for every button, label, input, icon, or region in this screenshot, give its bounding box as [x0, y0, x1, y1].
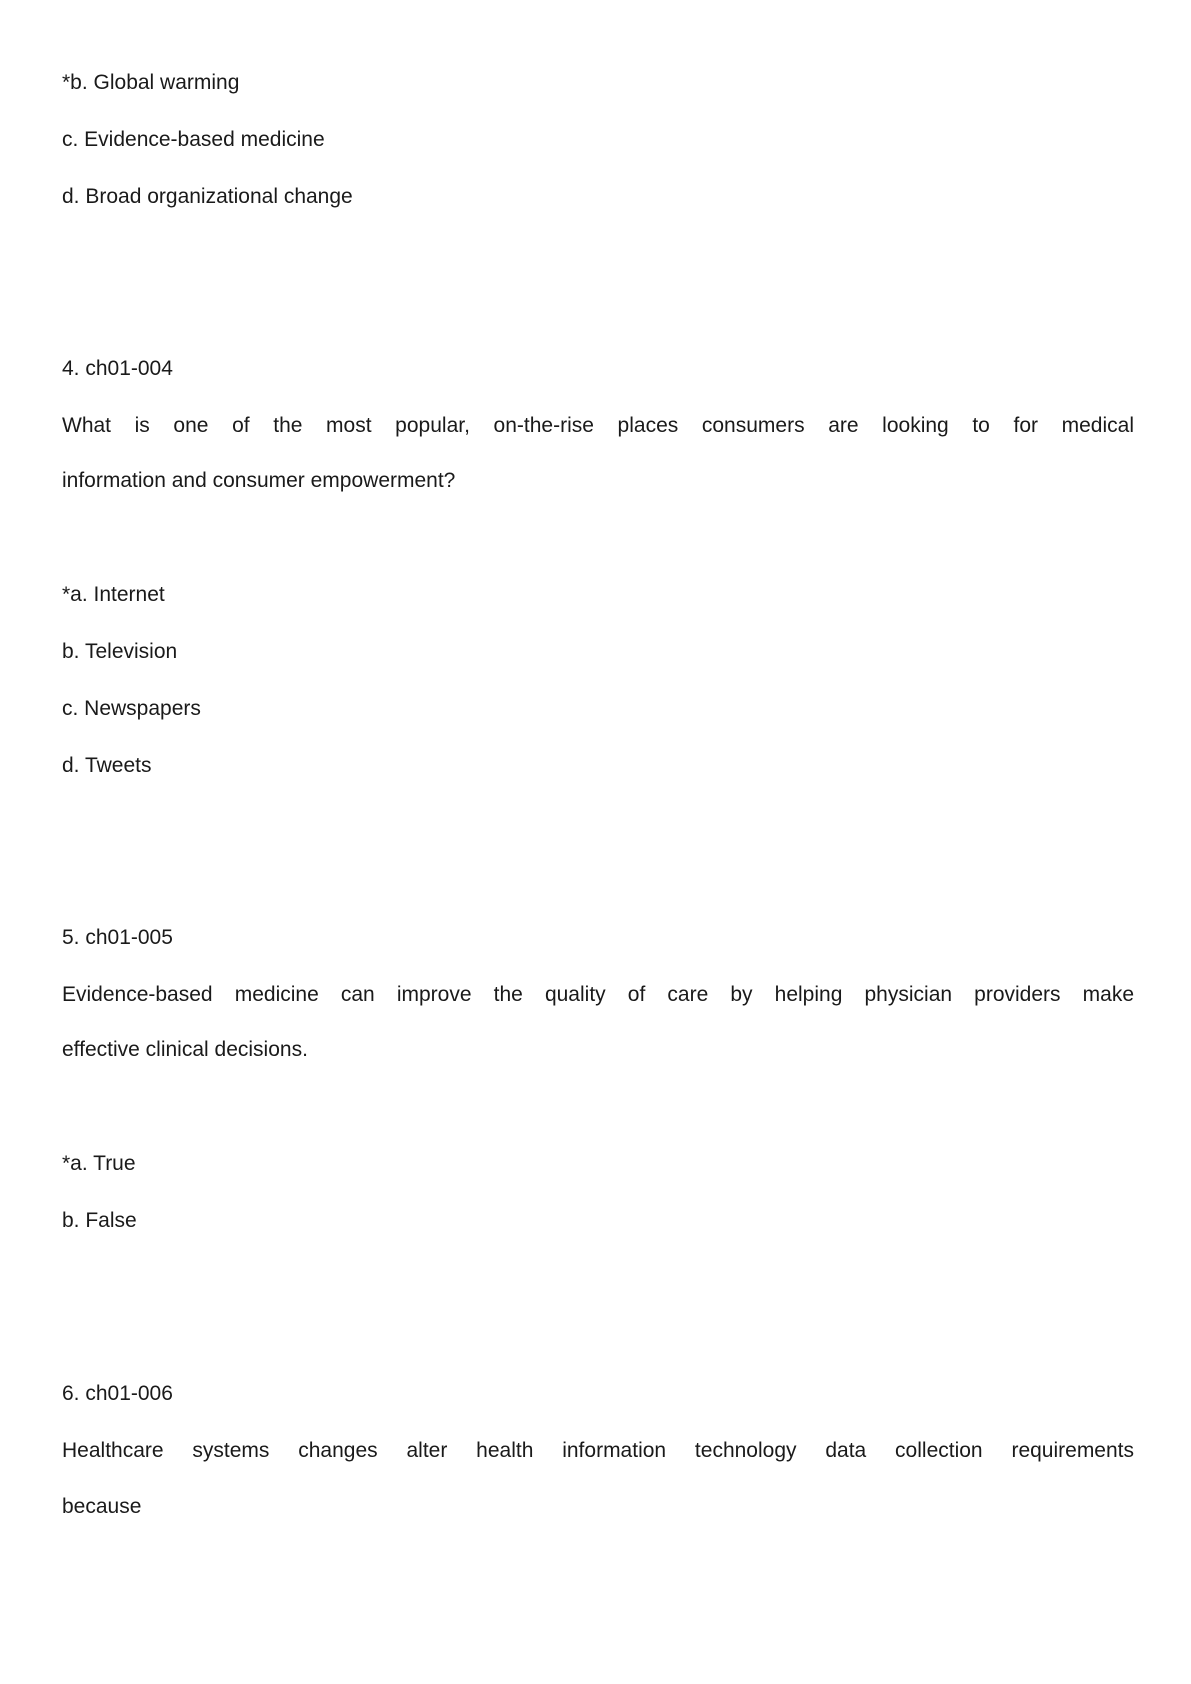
q4-option-d: d. Tweets: [62, 754, 152, 777]
q6-stem-line2: because: [62, 1495, 142, 1518]
q5-stem-line1: Evidence-based medicine can improve the quality of care by helping physician providers make: [62, 983, 1134, 1006]
q5-id: 5. ch01-005: [62, 926, 173, 949]
q4-option-a: *a. Internet: [62, 583, 165, 606]
q5-option-b: b. False: [62, 1209, 137, 1232]
q4-stem-line1: What is one of the most popular, on-the-rise places consumers are looking to for medical: [62, 414, 1134, 437]
q3-option-c: c. Evidence-based medicine: [62, 128, 325, 151]
q4-stem-line2: information and consumer empowerment?: [62, 469, 456, 492]
q6-id: 6. ch01-006: [62, 1382, 173, 1405]
q3-option-b: *b. Global warming: [62, 71, 240, 94]
q5-option-a: *a. True: [62, 1152, 136, 1175]
q4-id: 4. ch01-004: [62, 357, 173, 380]
q3-option-d: d. Broad organizational change: [62, 185, 353, 208]
q4-option-b: b. Television: [62, 640, 178, 663]
q5-stem-line2: effective clinical decisions.: [62, 1038, 308, 1061]
q6-stem-line1: Healthcare systems changes alter health information technology data collection requirements: [62, 1439, 1134, 1462]
q4-option-c: c. Newspapers: [62, 697, 201, 720]
